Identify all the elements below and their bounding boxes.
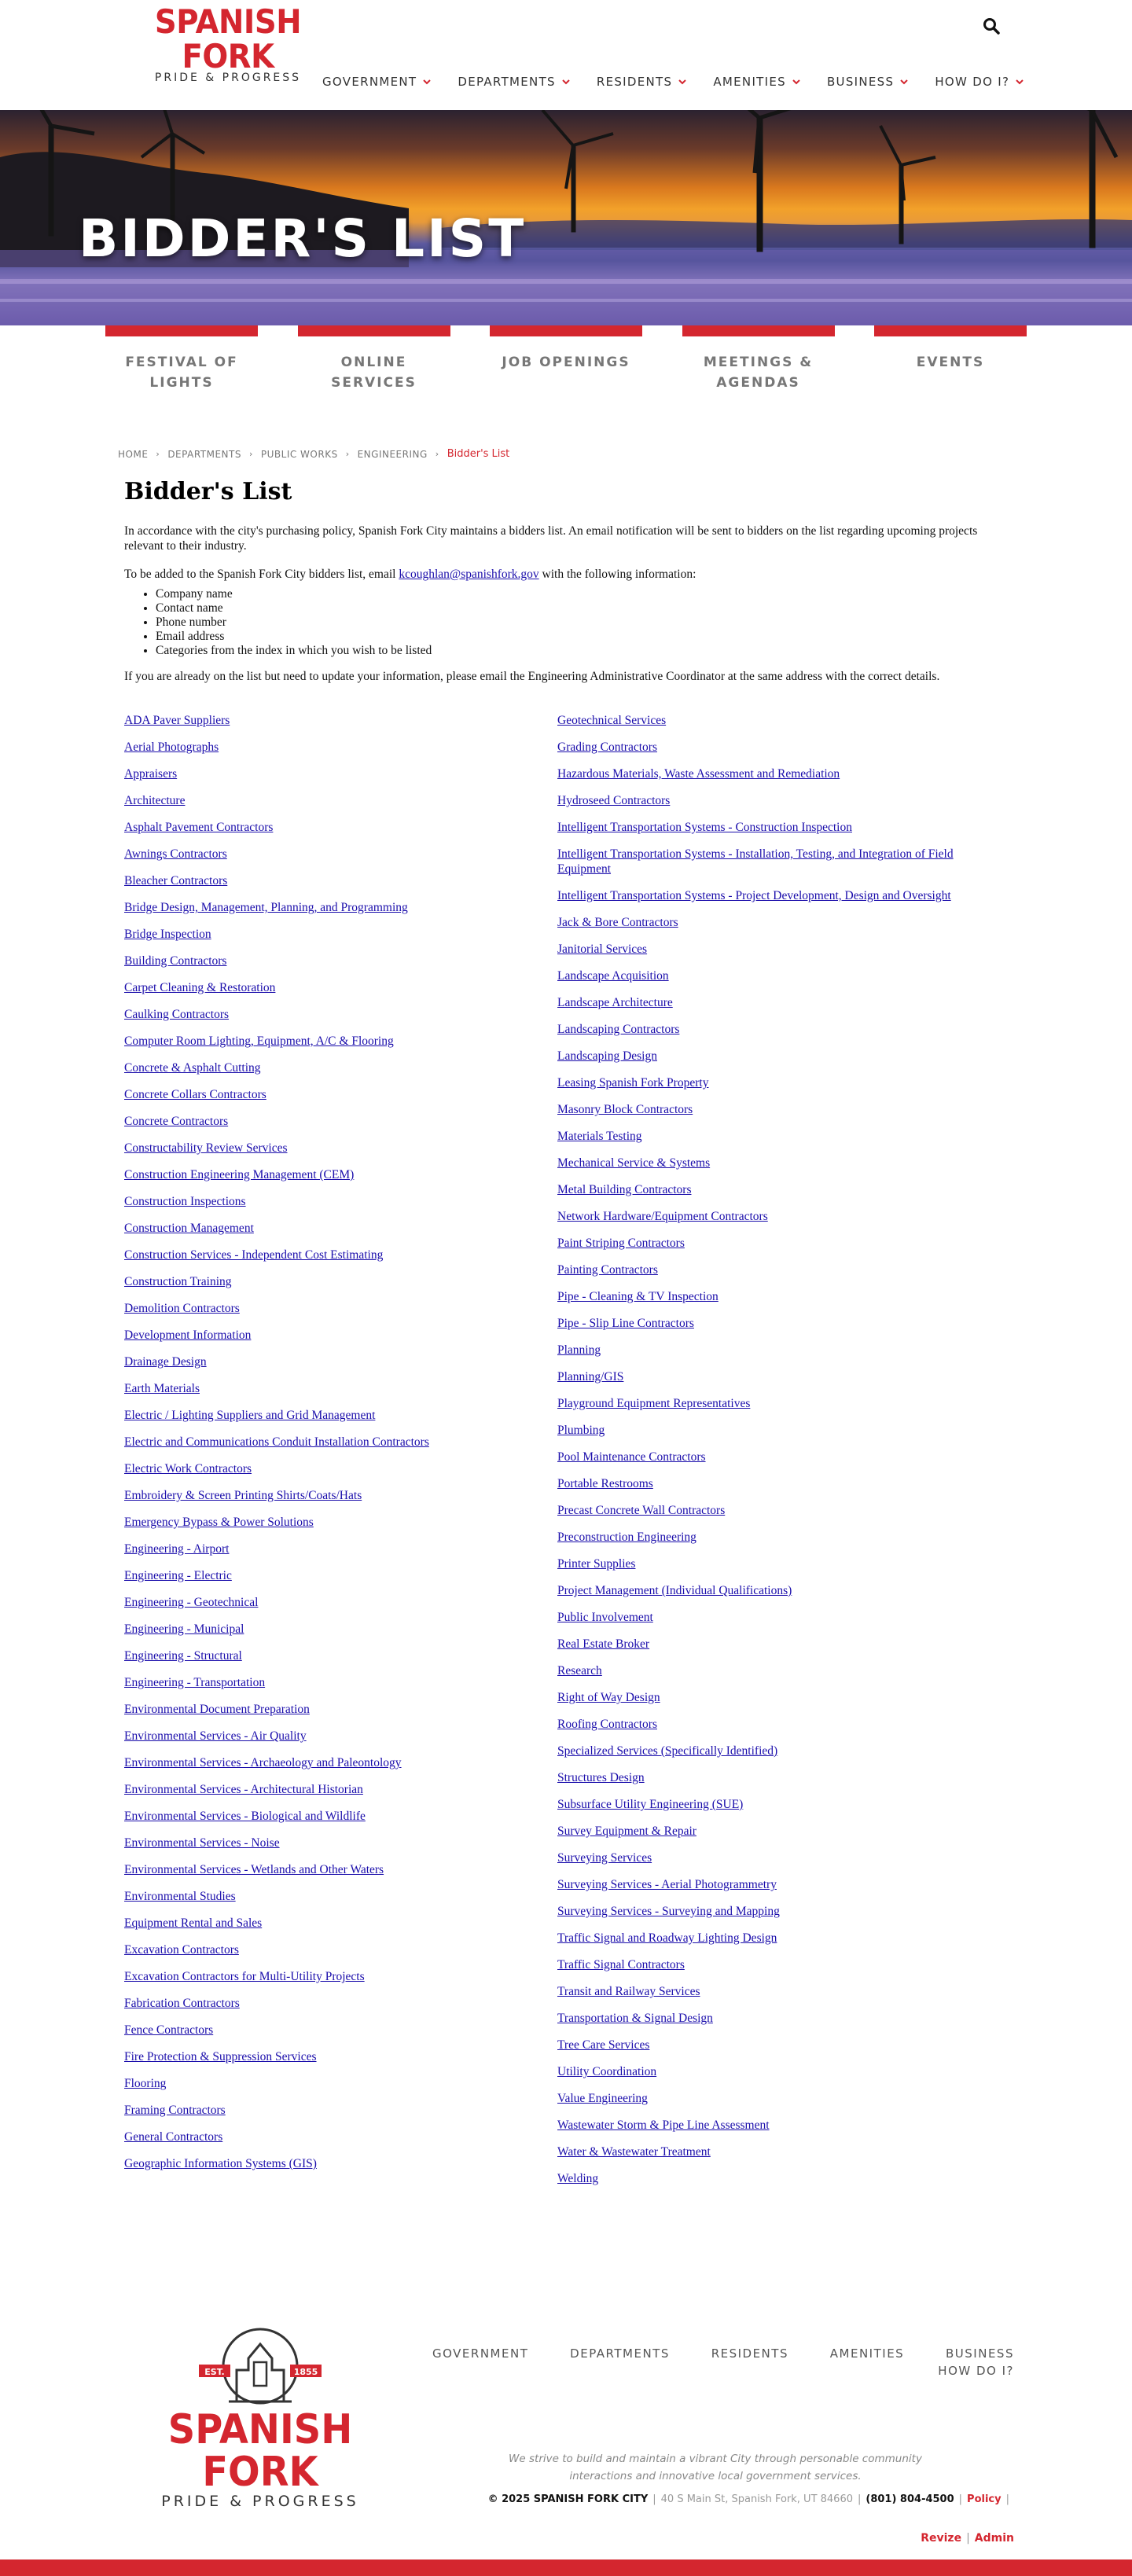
footer-nav-departments[interactable]: DEPARTMENTS (570, 2346, 670, 2361)
category-link[interactable]: Surveying Services (557, 1851, 652, 1865)
logo-sub-text: PRIDE & PROGRESS (154, 72, 302, 84)
category-link[interactable]: Fence Contractors (124, 2023, 214, 2037)
category-link[interactable]: Demolition Contractors (124, 1302, 240, 1315)
category-link[interactable]: Metal Building Contractors (557, 1183, 692, 1196)
policy-link[interactable]: Policy (967, 2493, 1002, 2505)
category-link[interactable]: ADA Paver Suppliers (124, 714, 230, 727)
nav-label: RESIDENTS (596, 75, 673, 89)
category-link[interactable]: Right of Way Design (557, 1691, 660, 1704)
category-link[interactable]: Wastewater Storm & Pipe Line Assessment (557, 2118, 770, 2132)
category-link[interactable]: Asphalt Pavement Contractors (124, 821, 274, 834)
category-link[interactable]: Flooring (124, 2077, 167, 2090)
category-link[interactable]: Environmental Services - Archaeology and Paleontology (124, 1756, 402, 1769)
quick-link-label: JOB OPENINGS (502, 355, 630, 370)
nav-item-departments[interactable] (458, 72, 570, 91)
category-link[interactable]: Printer Supplies (557, 1557, 636, 1571)
quick-link-label: ONLINE SERVICES (331, 355, 417, 391)
category-link[interactable]: Hazardous Materials, Waste Assessment and Remediation (557, 767, 840, 781)
category-link[interactable]: Bridge Inspection (124, 928, 211, 941)
category-link[interactable]: Electric Work Contractors (124, 1462, 252, 1475)
divider: | (858, 2493, 862, 2505)
category-link[interactable]: Tree Care Services (557, 2038, 650, 2052)
category-link[interactable]: Roofing Contractors (557, 1718, 657, 1731)
city-hall-badge-icon (182, 2327, 339, 2407)
category-link[interactable]: Architecture (124, 794, 186, 807)
category-link[interactable]: Geographic Information Systems (GIS) (124, 2157, 317, 2170)
chevron-down-icon (678, 78, 686, 86)
instructions-text-after: with the following information: (538, 568, 696, 581)
nav-label: AMENITIES (713, 75, 786, 89)
category-link[interactable]: Emergency Bypass & Power Solutions (124, 1516, 314, 1529)
category-link[interactable]: Materials Testing (557, 1130, 642, 1143)
category-link[interactable]: Portable Restrooms (557, 1477, 653, 1490)
footer-contact-info (487, 2493, 1014, 2505)
category-link[interactable]: Electric and Communications Conduit Installation Contractors (124, 1435, 429, 1449)
category-link[interactable]: Construction Services - Independent Cost Estimating (124, 1248, 384, 1262)
quick-link-bar (105, 325, 258, 336)
email-link[interactable]: kcoughlan@spanishfork.gov (399, 568, 539, 581)
nav-item-how-do-i[interactable] (935, 72, 1024, 91)
revize-link[interactable]: Revize (921, 2532, 962, 2545)
admin-link[interactable]: Admin (974, 2532, 1014, 2545)
category-link[interactable]: Concrete & Asphalt Cutting (124, 1061, 261, 1075)
breadcrumb-public-works[interactable]: PUBLIC WORKS (260, 448, 338, 460)
category-link[interactable]: Pipe - Cleaning & TV Inspection (557, 1290, 719, 1303)
category-link[interactable]: Fire Protection & Suppression Services (124, 2050, 317, 2063)
footer-logo-main: SPANISH FORK (167, 2406, 353, 2496)
category-link[interactable]: Building Contractors (124, 954, 227, 968)
category-link[interactable]: Landscaping Design (557, 1049, 657, 1063)
category-link[interactable]: Playground Equipment Representatives (557, 1397, 751, 1410)
category-link[interactable]: Excavation Contractors for Multi-Utility Projects (124, 1970, 365, 1983)
chevron-right-icon: › (248, 449, 253, 459)
list-item: • Email address (156, 630, 1013, 644)
category-link[interactable]: Environmental Services - Noise (124, 1836, 280, 1850)
category-link[interactable]: Construction Engineering Management (CEM) (124, 1168, 355, 1181)
category-link[interactable]: Environmental Document Preparation (124, 1703, 310, 1716)
category-link[interactable]: Bridge Design, Management, Planning, and Programming (124, 901, 408, 914)
list-item: • Phone number (156, 616, 1013, 630)
nav-item-business[interactable] (827, 72, 908, 91)
chevron-right-icon: › (345, 449, 350, 459)
category-link[interactable]: Painting Contractors (557, 1263, 658, 1277)
logo-main-text: SPANISH FORK (154, 2, 302, 75)
category-link[interactable]: Surveying Services - Aerial Photogrammetry (557, 1878, 777, 1891)
category-link[interactable]: Mechanical Service & Systems (557, 1156, 711, 1170)
category-link[interactable]: Construction Management (124, 1222, 254, 1235)
divider: | (1005, 2493, 1009, 2505)
category-link[interactable]: Environmental Services - Air Quality (124, 1729, 307, 1743)
category-link[interactable]: Landscaping Contractors (557, 1023, 680, 1036)
category-link[interactable]: Engineering - Transportation (124, 1676, 266, 1689)
category-link[interactable]: Landscape Acquisition (557, 969, 669, 983)
copyright: © 2025 SPANISH FORK CITY (487, 2493, 649, 2505)
category-link[interactable]: General Contractors (124, 2130, 223, 2144)
chevron-down-icon (792, 78, 800, 86)
category-link[interactable]: Electric / Lighting Suppliers and Grid Management (124, 1409, 376, 1422)
category-link[interactable]: Real Estate Broker (557, 1637, 650, 1651)
category-link[interactable]: Transit and Railway Services (557, 1985, 700, 1998)
category-link[interactable]: Aerial Photographs (124, 740, 219, 754)
category-column-left (124, 713, 557, 2198)
category-link[interactable]: Intelligent Transportation Systems - Installation, Testing, and Integration of Field Equipment (557, 847, 954, 876)
category-link[interactable]: Subsurface Utility Engineering (SUE) (557, 1798, 744, 1811)
phone[interactable]: (801) 804-4500 (866, 2493, 954, 2505)
site-header (0, 0, 1132, 110)
category-link[interactable]: Engineering - Electric (124, 1569, 232, 1582)
footer-logo-sub: PRIDE & PROGRESS (161, 2493, 359, 2510)
footer-nav-business[interactable]: BUSINESS (946, 2346, 1014, 2361)
category-link[interactable]: Traffic Signal Contractors (557, 1958, 685, 1972)
breadcrumb-engineering[interactable]: ENGINEERING (357, 448, 428, 460)
category-link[interactable]: Geotechnical Services (557, 714, 667, 727)
quick-link-festival-of-lights[interactable] (105, 325, 258, 396)
category-link[interactable]: Engineering - Structural (124, 1649, 242, 1663)
category-link[interactable]: Construction Training (124, 1275, 232, 1288)
list-item: • Contact name (156, 601, 1013, 616)
category-link[interactable]: Environmental Services - Architectural Historian (124, 1783, 363, 1796)
footer-nav-residents[interactable]: RESIDENTS (711, 2346, 788, 2361)
badge-est-text: EST. (204, 2367, 225, 2377)
required-info-list (156, 587, 1013, 658)
chevron-down-icon (423, 78, 431, 86)
search-button[interactable] (983, 17, 1003, 38)
quick-link-meetings-agendas[interactable] (682, 325, 835, 396)
nav-item-government[interactable] (322, 72, 431, 91)
nav-item-amenities[interactable] (713, 72, 800, 91)
page-title: Bidder's List (124, 478, 292, 505)
category-link[interactable]: Utility Coordination (557, 2065, 657, 2078)
chevron-down-icon (1016, 78, 1024, 86)
chevron-down-icon (562, 78, 570, 86)
category-link[interactable]: Preconstruction Engineering (557, 1531, 696, 1544)
category-link[interactable]: Concrete Collars Contractors (124, 1088, 266, 1101)
category-link[interactable]: Value Engineering (557, 2092, 648, 2105)
nav-label: HOW DO I? (935, 75, 1010, 89)
category-link[interactable]: Water & Wastewater Treatment (557, 2145, 711, 2159)
quick-link-bar (298, 325, 450, 336)
list-item: • Company name (156, 587, 1013, 601)
category-link[interactable]: Construction Inspections (124, 1195, 246, 1208)
category-link[interactable]: Survey Equipment & Repair (557, 1825, 696, 1838)
breadcrumb-current: Bidder's List (447, 448, 510, 460)
category-link[interactable]: Plumbing (557, 1424, 605, 1437)
category-link[interactable]: Earth Materials (124, 1382, 200, 1395)
breadcrumb-home[interactable]: HOME (118, 448, 149, 460)
category-link[interactable]: Awnings Contractors (124, 847, 227, 861)
nav-item-residents[interactable] (597, 72, 686, 91)
footer-tagline: We strive to build and maintain a vibrant City through personable community interactions and innovative local government services. (509, 2453, 922, 2482)
category-link[interactable]: Engineering - Geotechnical (124, 1596, 259, 1609)
category-link[interactable]: Grading Contractors (557, 740, 657, 754)
category-link[interactable]: Caulking Contractors (124, 1008, 230, 1021)
nav-label: BUSINESS (826, 75, 895, 89)
category-link[interactable]: Network Hardware/Equipment Contractors (557, 1210, 768, 1223)
nav-label: GOVERNMENT (322, 75, 417, 89)
category-link[interactable]: Transportation & Signal Design (557, 2012, 713, 2025)
category-link[interactable]: Structures Design (557, 1771, 645, 1784)
footer-admin-links (786, 2532, 1014, 2545)
chevron-down-icon (900, 78, 908, 86)
quick-link-bar (682, 325, 835, 336)
hero-title: BIDDER'S LIST (79, 208, 527, 269)
footer-nav (432, 2346, 1014, 2378)
category-link[interactable]: Computer Room Lighting, Equipment, A/C & Flooring (124, 1034, 394, 1048)
category-link[interactable]: Project Management (Individual Qualifications) (557, 1584, 792, 1597)
nav-label: DEPARTMENTS (458, 75, 556, 89)
category-link[interactable]: Welding (557, 2172, 599, 2185)
category-link[interactable]: Development Information (124, 1328, 252, 1342)
category-link[interactable]: Pipe - Slip Line Contractors (557, 1317, 694, 1330)
category-link[interactable]: Drainage Design (124, 1355, 207, 1369)
category-link[interactable]: Paint Striping Contractors (557, 1237, 685, 1250)
quick-link-job-openings[interactable] (490, 325, 642, 396)
quick-link-bar (874, 325, 1027, 336)
site-logo[interactable] (110, 2, 346, 84)
quick-link-bar (490, 325, 642, 336)
category-column-right (557, 713, 990, 2198)
divider: | (652, 2493, 656, 2505)
category-link[interactable]: Intelligent Transportation Systems - Construction Inspection (557, 821, 852, 834)
category-index (124, 713, 1013, 2198)
search-icon (983, 17, 1000, 35)
update-paragraph: If you are already on the list but need to update your information, please email the Engineering Administrative Coordinator at the same address with the correct details. (124, 670, 940, 683)
footer-nav-amenities[interactable]: AMENITIES (829, 2346, 905, 2361)
quick-link-label: EVENTS (916, 355, 985, 370)
category-link[interactable]: Research (557, 1664, 602, 1678)
category-link[interactable]: Leasing Spanish Fork Property (557, 1076, 709, 1090)
quick-link-label: FESTIVAL OF LIGHTS (125, 355, 238, 391)
category-link[interactable]: Framing Contractors (124, 2104, 226, 2117)
badge-year-text: 1855 (293, 2367, 318, 2377)
quick-links (105, 325, 1027, 396)
category-link[interactable]: Intelligent Transportation Systems - Project Development, Design and Oversight (557, 889, 951, 902)
list-item: • Categories from the index in which you wish to be listed (156, 644, 1013, 658)
category-link[interactable]: Planning/GIS (557, 1370, 624, 1384)
category-link[interactable]: Appraisers (124, 767, 178, 781)
quick-link-online-services[interactable] (298, 325, 450, 396)
chevron-right-icon: › (156, 449, 160, 459)
category-link[interactable]: Precast Concrete Wall Contractors (557, 1504, 726, 1517)
category-link[interactable]: Pool Maintenance Contractors (557, 1450, 706, 1464)
instructions-text-before: To be added to the Spanish Fork City bidders list, email (124, 568, 399, 581)
footer-bottom-bar (0, 2559, 1132, 2576)
divider: | (958, 2493, 963, 2505)
quick-link-label: MEETINGS & AGENDAS (703, 355, 814, 391)
category-link[interactable]: Fabrication Contractors (124, 1997, 240, 2010)
footer-nav-government[interactable]: GOVERNMENT (432, 2346, 529, 2361)
category-link[interactable]: Jack & Bore Contractors (557, 916, 678, 929)
category-link[interactable]: Carpet Cleaning & Restoration (124, 981, 276, 994)
category-link[interactable]: Environmental Services - Biological and Wildlife (124, 1810, 366, 1823)
category-link[interactable]: Masonry Block Contractors (557, 1103, 693, 1116)
category-link[interactable]: Engineering - Airport (124, 1542, 230, 1556)
intro-paragraph: In accordance with the city's purchasing policy, Spanish Fork City maintains a bidders list. An email notification will be sent to bidders on the list regarding upcoming projects relevant to their industry. (124, 524, 978, 553)
category-link[interactable]: Excavation Contractors (124, 1943, 239, 1957)
category-link[interactable]: Engineering - Municipal (124, 1622, 244, 1636)
category-link[interactable]: Janitorial Services (557, 943, 648, 956)
divider: | (966, 2532, 970, 2545)
quick-link-events[interactable] (874, 325, 1027, 396)
category-link[interactable]: Environmental Services - Wetlands and Other Waters (124, 1863, 384, 1876)
breadcrumb (118, 448, 509, 460)
instructions-paragraph (124, 567, 1013, 582)
footer-logo[interactable] (115, 2327, 406, 2510)
hero-banner (0, 110, 1132, 325)
category-link[interactable]: Planning (557, 1343, 601, 1357)
category-link[interactable]: Environmental Studies (124, 1890, 236, 1903)
category-link[interactable]: Equipment Rental and Sales (124, 1916, 263, 1930)
category-link[interactable]: Surveying Services - Surveying and Mapping (557, 1905, 780, 1918)
category-link[interactable]: Public Involvement (557, 1611, 653, 1624)
category-link[interactable]: Concrete Contractors (124, 1115, 229, 1128)
category-link[interactable]: Constructability Review Services (124, 1141, 288, 1155)
main-nav (322, 72, 1024, 91)
footer-nav-how-do-i[interactable]: HOW DO I? (938, 2364, 1014, 2378)
category-link[interactable]: Specialized Services (Specifically Identified) (557, 1744, 778, 1758)
category-link[interactable]: Hydroseed Contractors (557, 794, 671, 807)
category-link[interactable]: Traffic Signal and Roadway Lighting Design (557, 1931, 777, 1945)
intro-content (124, 524, 1013, 697)
category-link[interactable]: Landscape Architecture (557, 996, 673, 1009)
category-link[interactable]: Bleacher Contractors (124, 874, 228, 887)
chevron-right-icon: › (435, 449, 439, 459)
breadcrumb-departments[interactable]: DEPARTMENTS (167, 448, 241, 460)
category-link[interactable]: Embroidery & Screen Printing Shirts/Coats/Hats (124, 1489, 362, 1502)
address: 40 S Main St, Spanish Fork, UT 84660 (660, 2493, 853, 2505)
